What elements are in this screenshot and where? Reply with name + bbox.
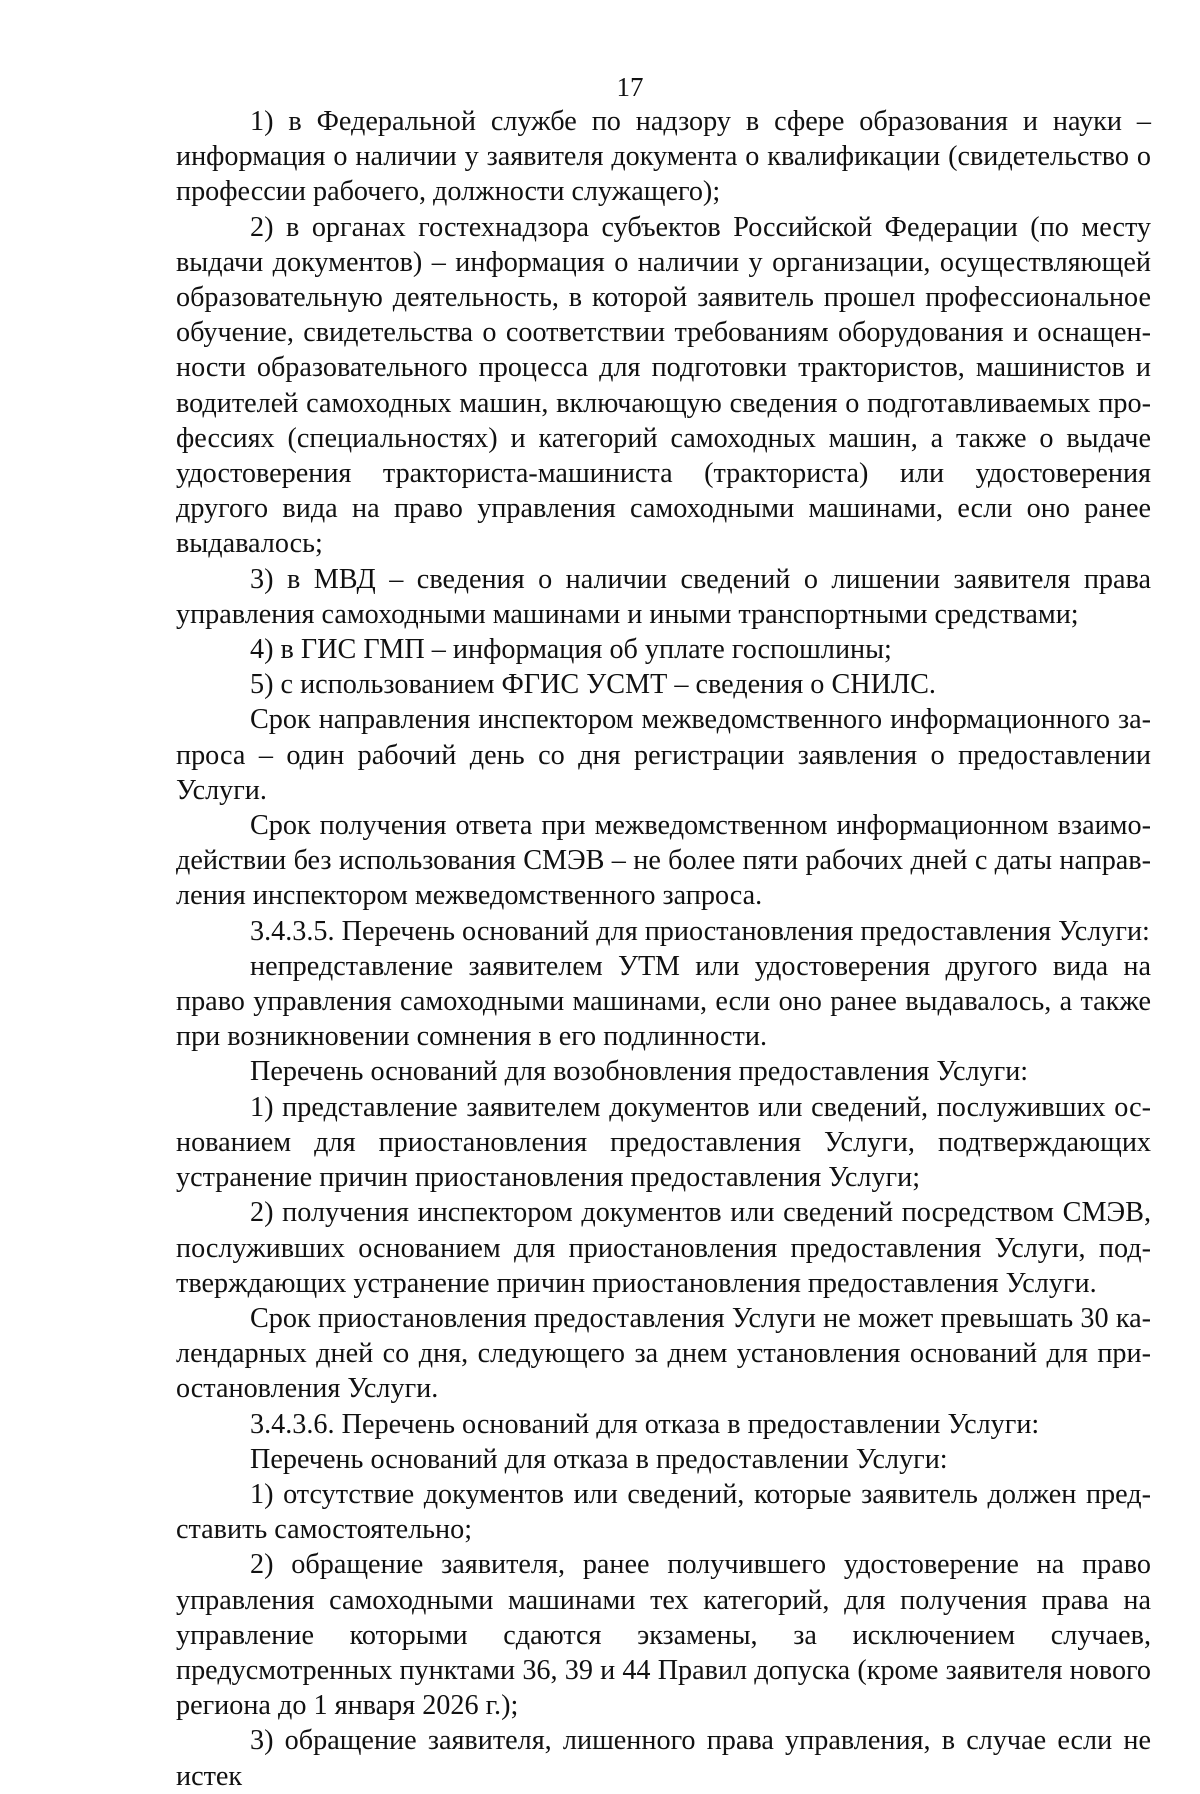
paragraph-item-4: 4) в ГИС ГМП – информация об уплате госпошлины;	[250, 634, 892, 666]
paragraph-resumption-heading: Перечень оснований для возобновления предоставления Услуги:	[250, 1056, 1029, 1088]
section-heading-3-4-3-6: 3.4.3.6. Перечень оснований для отказа в предоставлении Услуги:	[250, 1408, 1040, 1440]
paragraph-resumption-item-2: 2) получения инспектором документов или сведений посредством СМЭВ, послуживших основанием для приостановления предоставления Услуги, подтверждающих устранение причин приостановления предоставления Услуги.	[176, 1197, 1151, 1299]
paragraph-suspension-ground: непредставление заявителем УТМ или удостоверения другого вида на право управления самоходными машинами, если оно ранее выдавалось, а также при возникновении сомнения в его подлинности.	[176, 950, 1151, 1053]
paragraph-request-deadline: Срок направления инспектором межведомственного информационного запроса – один рабочий день со дня регистрации заявления о предоставлении Услуги.	[176, 704, 1151, 806]
paragraph-refusal-item-2: 2) обращение заявителя, ранее получившего удостоверение на право управления самоходными машинами тех категорий, для получения права на управление которыми сдаются экзамены, за исключением случаев, предусмотренных пунктами 36, 39 и 44 Правил допуска (кроме заявителя нового региона до 1 января 2026 г.);	[176, 1549, 1151, 1722]
document-body	[176, 104, 1151, 1794]
paragraph-item-1: 1) в Федеральной службе по надзору в сфере образования и науки – информация о наличии у заявителя документа о квалификации (свидетельство о профессии рабочего, должности служащего);	[176, 106, 1151, 208]
paragraph-refusal-item-1: 1) отсутствие документов или сведений, которые заявитель должен представить самостоятельно;	[176, 1478, 1151, 1546]
paragraph-item-2: 2) в органах гостехнадзора субъектов Российской Федерации (по месту выдачи документов) – информация о наличии у организации, осуществляющей образовательную деятельность, в которой заявитель прошел профессиональное обучение, свидетельства о соответствии требованиям оборудования и оснащенности образовательного процесса для подготовки трактористов, машинистов и водителей самоходных машин, включающую сведения о подготавливаемых профессиях (специальностях) и категорий самоходных машин, а также о выдаче удостоверения тракториста-машиниста (тракториста) или удостоверения другого вида на право управления самоходными машинами, если оно ранее выдавалось;	[176, 211, 1151, 560]
section-heading-3-4-3-5: 3.4.3.5. Перечень оснований для приостановления предоставления Услуги:	[250, 915, 1150, 947]
paragraph-suspension-term: Срок приостановления предоставления Услуги не может превышать 30 календарных дней со дня, следующего за днем установления оснований для приостановления Услуги.	[176, 1302, 1151, 1405]
paragraph-refusal-item-3: 3) обращение заявителя, лишенного права управления, в случае если не истек	[176, 1725, 1151, 1792]
paragraph-refusal-heading: Перечень оснований для отказа в предоставлении Услуги:	[250, 1443, 948, 1475]
page-number: 17	[616, 72, 644, 102]
paragraph-item-3: 3) в МВД – сведения о наличии сведений о лишении заявителя права управления самоходными машинами и иными транспортными средствами;	[176, 563, 1151, 630]
paragraph-response-deadline: Срок получения ответа при межведомственном информационном взаимодействии без использования СМЭВ – не более пяти рабочих дней с даты направления инспектором межведомственного запроса.	[176, 810, 1151, 912]
paragraph-resumption-item-1: 1) представление заявителем документов или сведений, послуживших основанием для приостановления предоставления Услуги, подтверждающих устранение причин приостановления предоставления Услуги;	[176, 1091, 1151, 1194]
paragraph-item-5: 5) с использованием ФГИС УСМТ – сведения о СНИЛС.	[250, 669, 936, 701]
